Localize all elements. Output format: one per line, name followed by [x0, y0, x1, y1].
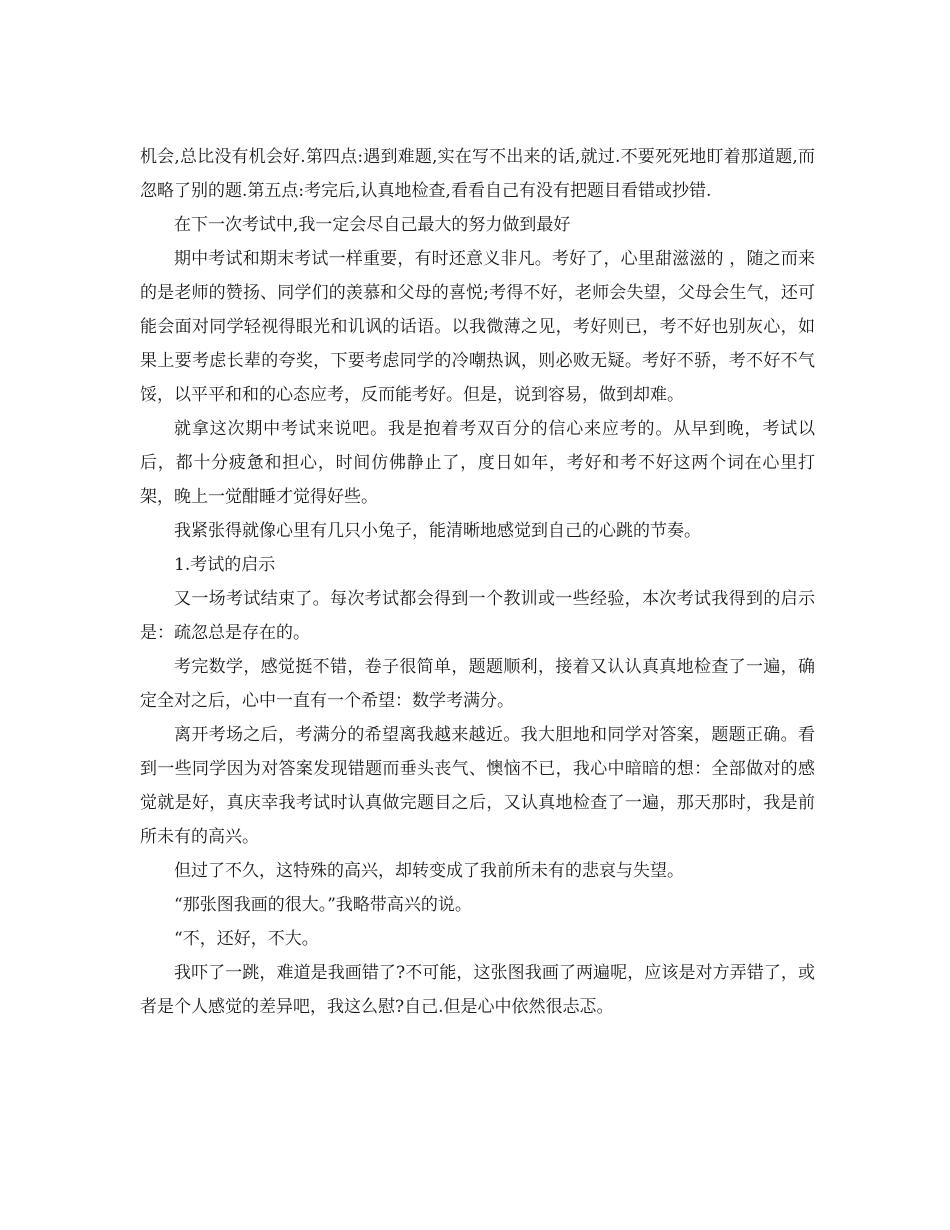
paragraph-10: 但过了不久，这特殊的高兴，却转变成了我前所未有的悲哀与失望。: [174, 861, 684, 881]
paragraph-8: 考完数学，感觉挺不错，卷子很简单，题题顺利，接着又认认真真地检查了一遍，确定全对之后，心中一直有一个希望：数学考满分。: [140, 657, 815, 711]
paragraph-4: 就拿这次期中考试来说吧。我是抱着考双百分的信心来应考的。从早到晚，考试以后，都十分疲惫和担心，时间仿佛静止了，度日如年，考好和考不好这两个词在心里打架，晚上一觉酣睡才觉得好些。: [140, 419, 815, 507]
paragraph-12: “不，还好，不大。: [174, 929, 319, 949]
paragraph-1: 机会,总比没有机会好.第四点:遇到难题,实在写不出来的话,就过.不要死死地盯着那道题,而忽略了别的题.第五点:考完后,认真地检查,看看自己有没有把题目看错或抄错.: [140, 147, 815, 201]
paragraph-2: 在下一次考试中,我一定会尽自己最大的努力做到最好: [174, 215, 571, 235]
section-heading: 1.考试的启示: [174, 555, 276, 575]
paragraph-3: 期中考试和期末考试一样重要，有时还意义非凡。考好了，心里甜滋滋的 ，随之而来的是老师的赞扬、同学们的羡慕和父母的喜悦;考得不好，老师会失望，父母会生气，还可能会面对同学轻视得眼光和讥讽的话语。以我微薄之见，考好则已，考不好也别灰心，如果上要考虑长辈的夸奖，下要考虑同学的冷嘲热讽，则必败无疑。考好不骄，考不好不气馁，以平平和和的心态应考，反而能考好。但是，说到容易，做到却难。: [140, 249, 815, 405]
paragraph-7: 又一场考试结束了。每次考试都会得到一个教训或一些经验，本次考试我得到的启示是：疏忽总是存在的。: [140, 589, 815, 643]
paragraph-13: 我吓了一跳，难道是我画错了?不可能，这张图我画了两遍呢，应该是对方弄错了，或者是个人感觉的差异吧，我这么慰?自己.但是心中依然很忐忑。: [140, 963, 815, 1017]
paragraph-11: “那张图我画的很大。”我略带高兴的说。: [174, 895, 472, 915]
paragraph-5: 我紧张得就像心里有几只小兔子，能清晰地感觉到自己的心跳的节奏。: [174, 521, 701, 541]
paragraph-9: 离开考场之后，考满分的希望离我越来越近。我大胆地和同学对答案，题题正确。看到一些同学因为对答案发现错题而垂头丧气、懊恼不已，我心中暗暗的想：全部做对的感觉就是好，真庆幸我考试时认真做完题目之后，又认真地检查了一遍，那天那时，我是前所未有的高兴。: [140, 725, 815, 847]
document-page: [140, 140, 815, 1024]
